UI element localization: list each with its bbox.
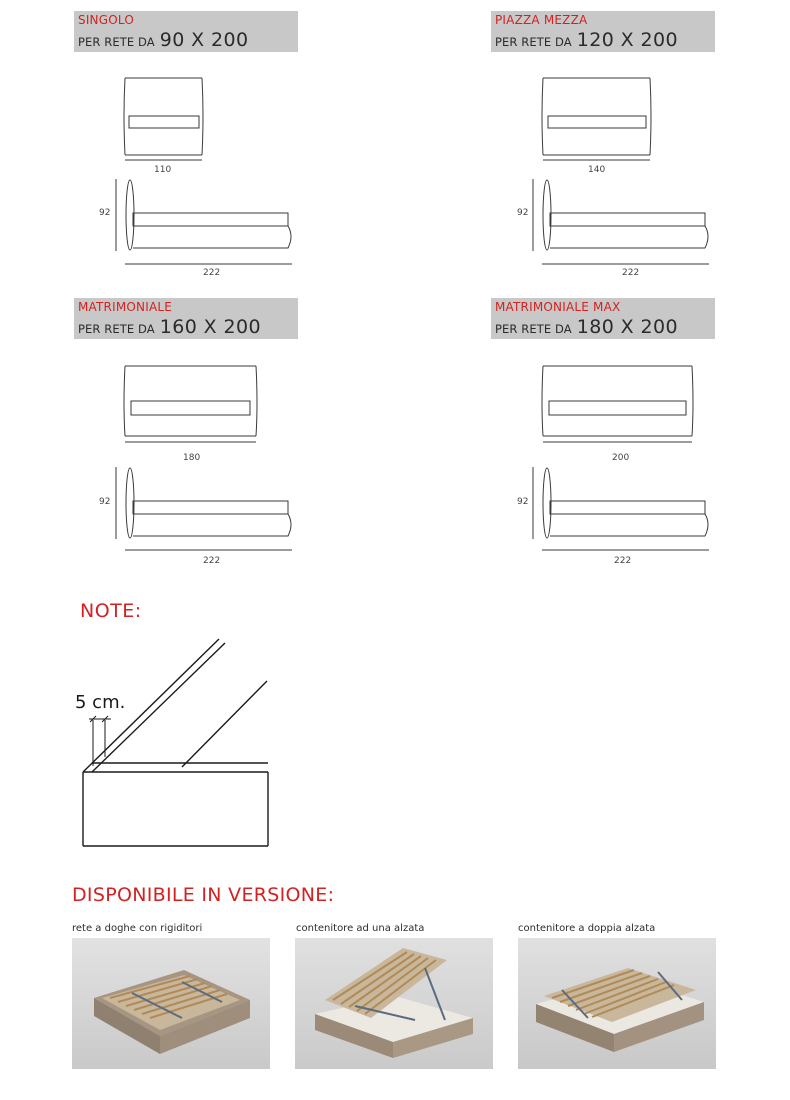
- headboard-clearance-detail: [70, 635, 280, 850]
- side-view-drawing: [531, 466, 713, 556]
- single-lift-storage-photo: [295, 938, 493, 1069]
- height-dimension: 92: [99, 497, 111, 507]
- height-dimension: 92: [99, 208, 111, 218]
- model-size-line: [78, 316, 294, 340]
- model-header-matrimoniale: [74, 298, 298, 339]
- width-dimension: 110: [154, 165, 172, 175]
- height-dimension: 92: [517, 497, 529, 507]
- size-prefix: PER RETE DA: [78, 35, 155, 49]
- model-size-line: [495, 316, 711, 340]
- version-caption: contenitore ad una alzata: [296, 923, 425, 934]
- size-value: 90 X 200: [159, 29, 249, 51]
- version-caption: rete a doghe con rigiditori: [72, 923, 203, 934]
- model-name: MATRIMONIALE MAX: [495, 300, 621, 314]
- model-name: PIAZZA MEZZA: [495, 13, 588, 27]
- model-name: MATRIMONIALE: [78, 300, 173, 314]
- height-dimension: 92: [517, 208, 529, 218]
- front-view-drawing: [122, 76, 206, 162]
- width-dimension: 180: [183, 453, 201, 463]
- version-caption: contenitore a doppia alzata: [518, 923, 656, 934]
- width-dimension: 200: [612, 453, 630, 463]
- size-prefix: PER RETE DA: [495, 35, 572, 49]
- length-dimension: 222: [614, 556, 632, 566]
- side-view-drawing: [114, 178, 296, 268]
- note-title: NOTE:: [80, 600, 142, 622]
- model-header-matrimoniale-max: [491, 298, 715, 339]
- length-dimension: 222: [203, 268, 221, 278]
- model-size-line: [78, 29, 294, 53]
- side-view-drawing: [531, 178, 713, 268]
- double-lift-storage-photo: [518, 938, 716, 1069]
- front-view-drawing: [540, 364, 700, 450]
- clearance-label: 5 cm.: [75, 692, 126, 713]
- front-view-drawing: [540, 76, 655, 162]
- model-size-line: [495, 29, 711, 53]
- model-name: SINGOLO: [78, 13, 134, 27]
- size-prefix: PER RETE DA: [78, 322, 155, 336]
- length-dimension: 222: [622, 268, 640, 278]
- side-view-drawing: [114, 466, 296, 556]
- size-value: 120 X 200: [576, 29, 678, 51]
- size-value: 160 X 200: [159, 316, 261, 338]
- size-prefix: PER RETE DA: [495, 322, 572, 336]
- length-dimension: 222: [203, 556, 221, 566]
- front-view-drawing: [122, 364, 262, 450]
- size-value: 180 X 200: [576, 316, 678, 338]
- model-header-piazza-mezza: [491, 11, 715, 52]
- width-dimension: 140: [588, 165, 606, 175]
- slatted-base-photo: [72, 938, 270, 1069]
- model-header-singolo: [74, 11, 298, 52]
- versions-title: DISPONIBILE IN VERSIONE:: [72, 884, 335, 906]
